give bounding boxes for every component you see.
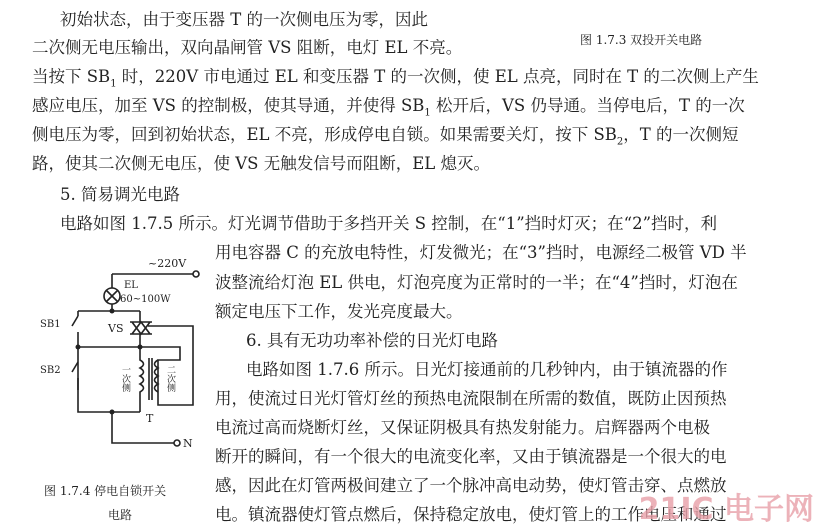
section-heading: 6. 具有无功功率补偿的日光灯电路 bbox=[246, 331, 498, 350]
text-line: 电路如图 1.7.5 所示。灯光调节借助于多挡开关 S 控制，在“1”挡时灯灭；在“2”挡时，利 bbox=[60, 214, 718, 233]
text-line bbox=[32, 125, 739, 152]
figure-caption-1-7-3: 图 1.7.3 双投开关电路 bbox=[580, 33, 703, 47]
watermark-logo: 21IC 电子网 bbox=[638, 492, 814, 527]
text-line: 电流过高而烧断灯丝，又保证阴极具有热发射能力。启辉器两个电极 bbox=[215, 418, 710, 437]
figure-caption-1-7-4-cont: 电路 bbox=[108, 508, 133, 522]
text: ，T 的一次侧短 bbox=[623, 125, 739, 144]
text: 当按下 SB bbox=[32, 67, 111, 86]
figure-caption-1-7-4: 图 1.7.4 停电自锁开关 bbox=[44, 484, 167, 498]
section-heading: 5. 简易调光电路 bbox=[60, 185, 180, 204]
subscript: 2 bbox=[616, 136, 624, 148]
text: 松开后，VS 仍导通。当停电后，T 的一次 bbox=[430, 96, 745, 115]
terminal-220v bbox=[193, 271, 199, 277]
text: 感应电压，加至 VS 的控制极，使其导通，并使得 SB bbox=[32, 96, 425, 115]
terminal-n bbox=[174, 440, 180, 446]
text-line: 用，使流过日光灯管灯丝的预热电流限制在所需的数值，既防止因预热 bbox=[215, 389, 727, 408]
text-line bbox=[32, 96, 745, 123]
text: 时，220V 市电通过 EL 和变压器 T 的一次侧，使 EL 点亮，同时在 T 的二次侧上产生 bbox=[116, 67, 759, 86]
text-line: 波整流给灯泡 EL 供电，灯泡亮度为正常时的一半；在“4”挡时，灯泡在 bbox=[215, 273, 738, 292]
text-line: 额定电压下工作，发光亮度最大。 bbox=[215, 302, 463, 321]
circuit-diagram-1-7-4 bbox=[0, 250, 215, 470]
text-line: 二次侧无电压输出，双向晶闸管 VS 阻断，电灯 EL 不亮。 bbox=[32, 38, 463, 57]
triac-vs bbox=[130, 322, 152, 334]
subscript: 1 bbox=[424, 107, 431, 119]
wire bbox=[78, 304, 140, 316]
sb1-label: SB1 bbox=[40, 319, 61, 330]
subscript: 1 bbox=[110, 78, 117, 90]
lamp-rating: 60~100W bbox=[120, 294, 171, 305]
text-line: 电路如图 1.7.6 所示。日光灯接通前的几秒钟内，由于镇流器的作 bbox=[246, 360, 728, 379]
neutral-label: N bbox=[183, 437, 193, 450]
sb2-label: SB2 bbox=[40, 365, 61, 376]
text-line: 电。镇流器使灯管点燃后，保持稳定放电，使灯管上的工作电压和通过 bbox=[215, 505, 727, 524]
lamp-label: EL bbox=[124, 280, 138, 291]
wire bbox=[78, 311, 193, 405]
supply-label: ~220V bbox=[148, 257, 187, 270]
secondary-label: 二次侧 bbox=[165, 365, 175, 392]
text-line: 初始状态，由于变压器 T 的一次侧电压为零，因此 bbox=[60, 10, 428, 29]
primary-label: 一次侧 bbox=[120, 365, 130, 392]
text-line: 感，因此在灯管两极间建立了一个脉冲高电动势，使灯管击穿、点燃放 bbox=[215, 476, 727, 495]
primary-coil bbox=[140, 347, 144, 412]
triac-label: VS bbox=[108, 322, 124, 335]
switch-sb1 bbox=[72, 316, 78, 390]
transformer-label: T bbox=[146, 412, 154, 425]
transformer-core bbox=[149, 358, 152, 400]
wire bbox=[112, 412, 174, 443]
text-line bbox=[32, 67, 759, 94]
lamp-cross bbox=[106, 290, 118, 302]
text-line: 路，使其二次侧无电压，使 VS 无触发信号而阻断，EL 熄灭。 bbox=[32, 154, 490, 173]
text-line: 断开的瞬间，有一个很大的电流变化率，又由于镇流器是一个很大的电 bbox=[215, 447, 727, 466]
text-line: 用电容器 C 的充放电特性，灯发微光；在“3”挡时，电源经二极管 VD 半 bbox=[215, 243, 747, 262]
text: 侧电压为零，回到初始状态，EL 不亮，形成停电自锁。如果需要关灯，按下 SB bbox=[32, 125, 617, 144]
